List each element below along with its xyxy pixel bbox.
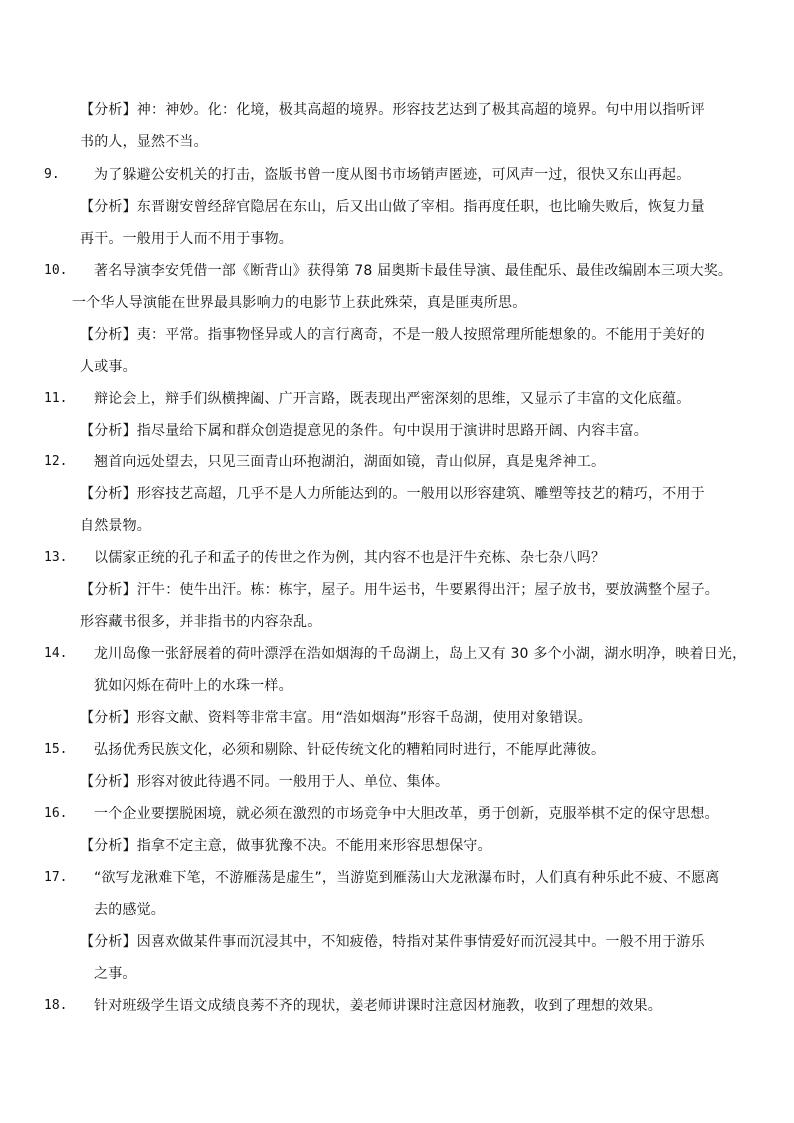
question-text: “欲写龙湫难下笔，不游雁荡是虚生”，当游览到雁荡山大龙湫瀑布时，人们真有种乐此不疲、不愿离: [94, 870, 720, 886]
question-text: 弘扬优秀民族文化，必须和剔除、针砭传统文化的糟粕同时进行，不能厚此薄彼。: [94, 742, 606, 758]
question-text: 龙川岛像一张舒展着的荷叶漂浮在浩如烟海的千岛湖上，岛上又有 30 多个小湖，湖水明净，映着日光，: [94, 646, 747, 662]
analysis-line: 【分析】汗牛：使牛出汗。栋：栋宇，屋子。用牛运书，牛要累得出汗；屋子放书，要放满整个屋子。: [80, 582, 719, 598]
analysis-line: 【分析】东晋谢安曾经辞官隐居在东山，后又出山做了宰相。指再度任职，也比喻失败后，恢复力量: [80, 199, 705, 215]
question-text: 一个企业要摆脱困境，就必须在激烈的市场竞争中大胆改革，勇于创新，克服举棋不定的保守思想。: [94, 806, 719, 822]
question-number: 14.: [44, 646, 68, 661]
analysis-line: 再干。一般用于人而不用于事物。: [80, 231, 293, 247]
question-text: 针对班级学生语文成绩良莠不齐的现状，姜老师讲课时注意因材施教，收到了理想的效果。: [94, 998, 662, 1014]
question-number: 16.: [44, 806, 68, 821]
analysis-line: 【分析】指尽量给下属和群众创造提意见的条件。句中误用于演讲时思路开阔、内容丰富。: [80, 423, 648, 439]
analysis-line: 自然景物。: [80, 518, 151, 534]
question-number: 17.: [44, 870, 68, 885]
question-text: 为了躲避公安机关的打击，盗版书曾一度从图书市场销声匿迹，可风声一过，很快又东山再起。: [94, 167, 691, 183]
question-number: 10.: [44, 263, 68, 278]
question-number: 15.: [44, 742, 68, 757]
question-number: 13.: [44, 550, 68, 565]
question-text: 翘首向远处望去，只见三面青山环抱湖泊，湖面如镜，青山似屏，真是鬼斧神工。: [94, 454, 606, 470]
analysis-line: 【分析】指拿不定主意，做事犹豫不决。不能用来形容思想保守。: [80, 838, 492, 854]
question-text: 辩论会上，辩手们纵横捭阖、广开言路，既表现出严密深刻的思维，又显示了丰富的文化底蕴。: [94, 391, 691, 407]
question-text: 去的感觉。: [94, 902, 165, 918]
question-text: 一个华人导演能在世界最具影响力的电影节上获此殊荣，真是匪夷所思。: [72, 295, 527, 311]
analysis-line: 之事。: [94, 966, 137, 982]
analysis-line: 【分析】夷：平常。指事物怪异或人的言行离奇，不是一般人按照常理所能想象的。不能用于美好的: [80, 327, 705, 343]
analysis-line: 书的人，显然不当。: [80, 134, 208, 150]
analysis-line: 【分析】形容文献、资料等非常丰富。用“浩如烟海”形容千岛湖，使用对象错误。: [80, 710, 592, 726]
analysis-line: 形容藏书很多，并非指书的内容杂乱。: [80, 614, 322, 630]
analysis-line: 【分析】因喜欢做某件事而沉浸其中，不知疲倦，特指对某件事情爱好而沉浸其中。一般不用于游乐: [80, 934, 705, 950]
analysis-line: 【分析】神：神妙。化：化境，极其高超的境界。形容技艺达到了极其高超的境界。句中用以指听评: [80, 102, 705, 118]
analysis-line: 【分析】形容技艺高超，几乎不是人力所能达到的。一般用以形容建筑、雕塑等技艺的精巧，不用于: [80, 486, 705, 502]
question-number: 12.: [44, 454, 68, 469]
question-number: 9.: [44, 167, 60, 182]
question-number: 11.: [44, 391, 68, 406]
analysis-line: 【分析】形容对彼此待遇不同。一般用于人、单位、集体。: [80, 774, 450, 790]
question-text: 犹如闪烁在荷叶上的水珠一样。: [94, 678, 293, 694]
question-number: 18.: [44, 998, 68, 1013]
question-text: 著名导演李安凭借一部《断背山》获得第 78 届奥斯卡最佳导演、最佳配乐、最佳改编剧本三项大奖。: [94, 263, 733, 279]
analysis-line: 人或事。: [80, 359, 137, 375]
question-text: 以儒家正统的孔子和孟子的传世之作为例，其内容不也是汗牛充栋、杂七杂八吗？: [94, 550, 606, 566]
